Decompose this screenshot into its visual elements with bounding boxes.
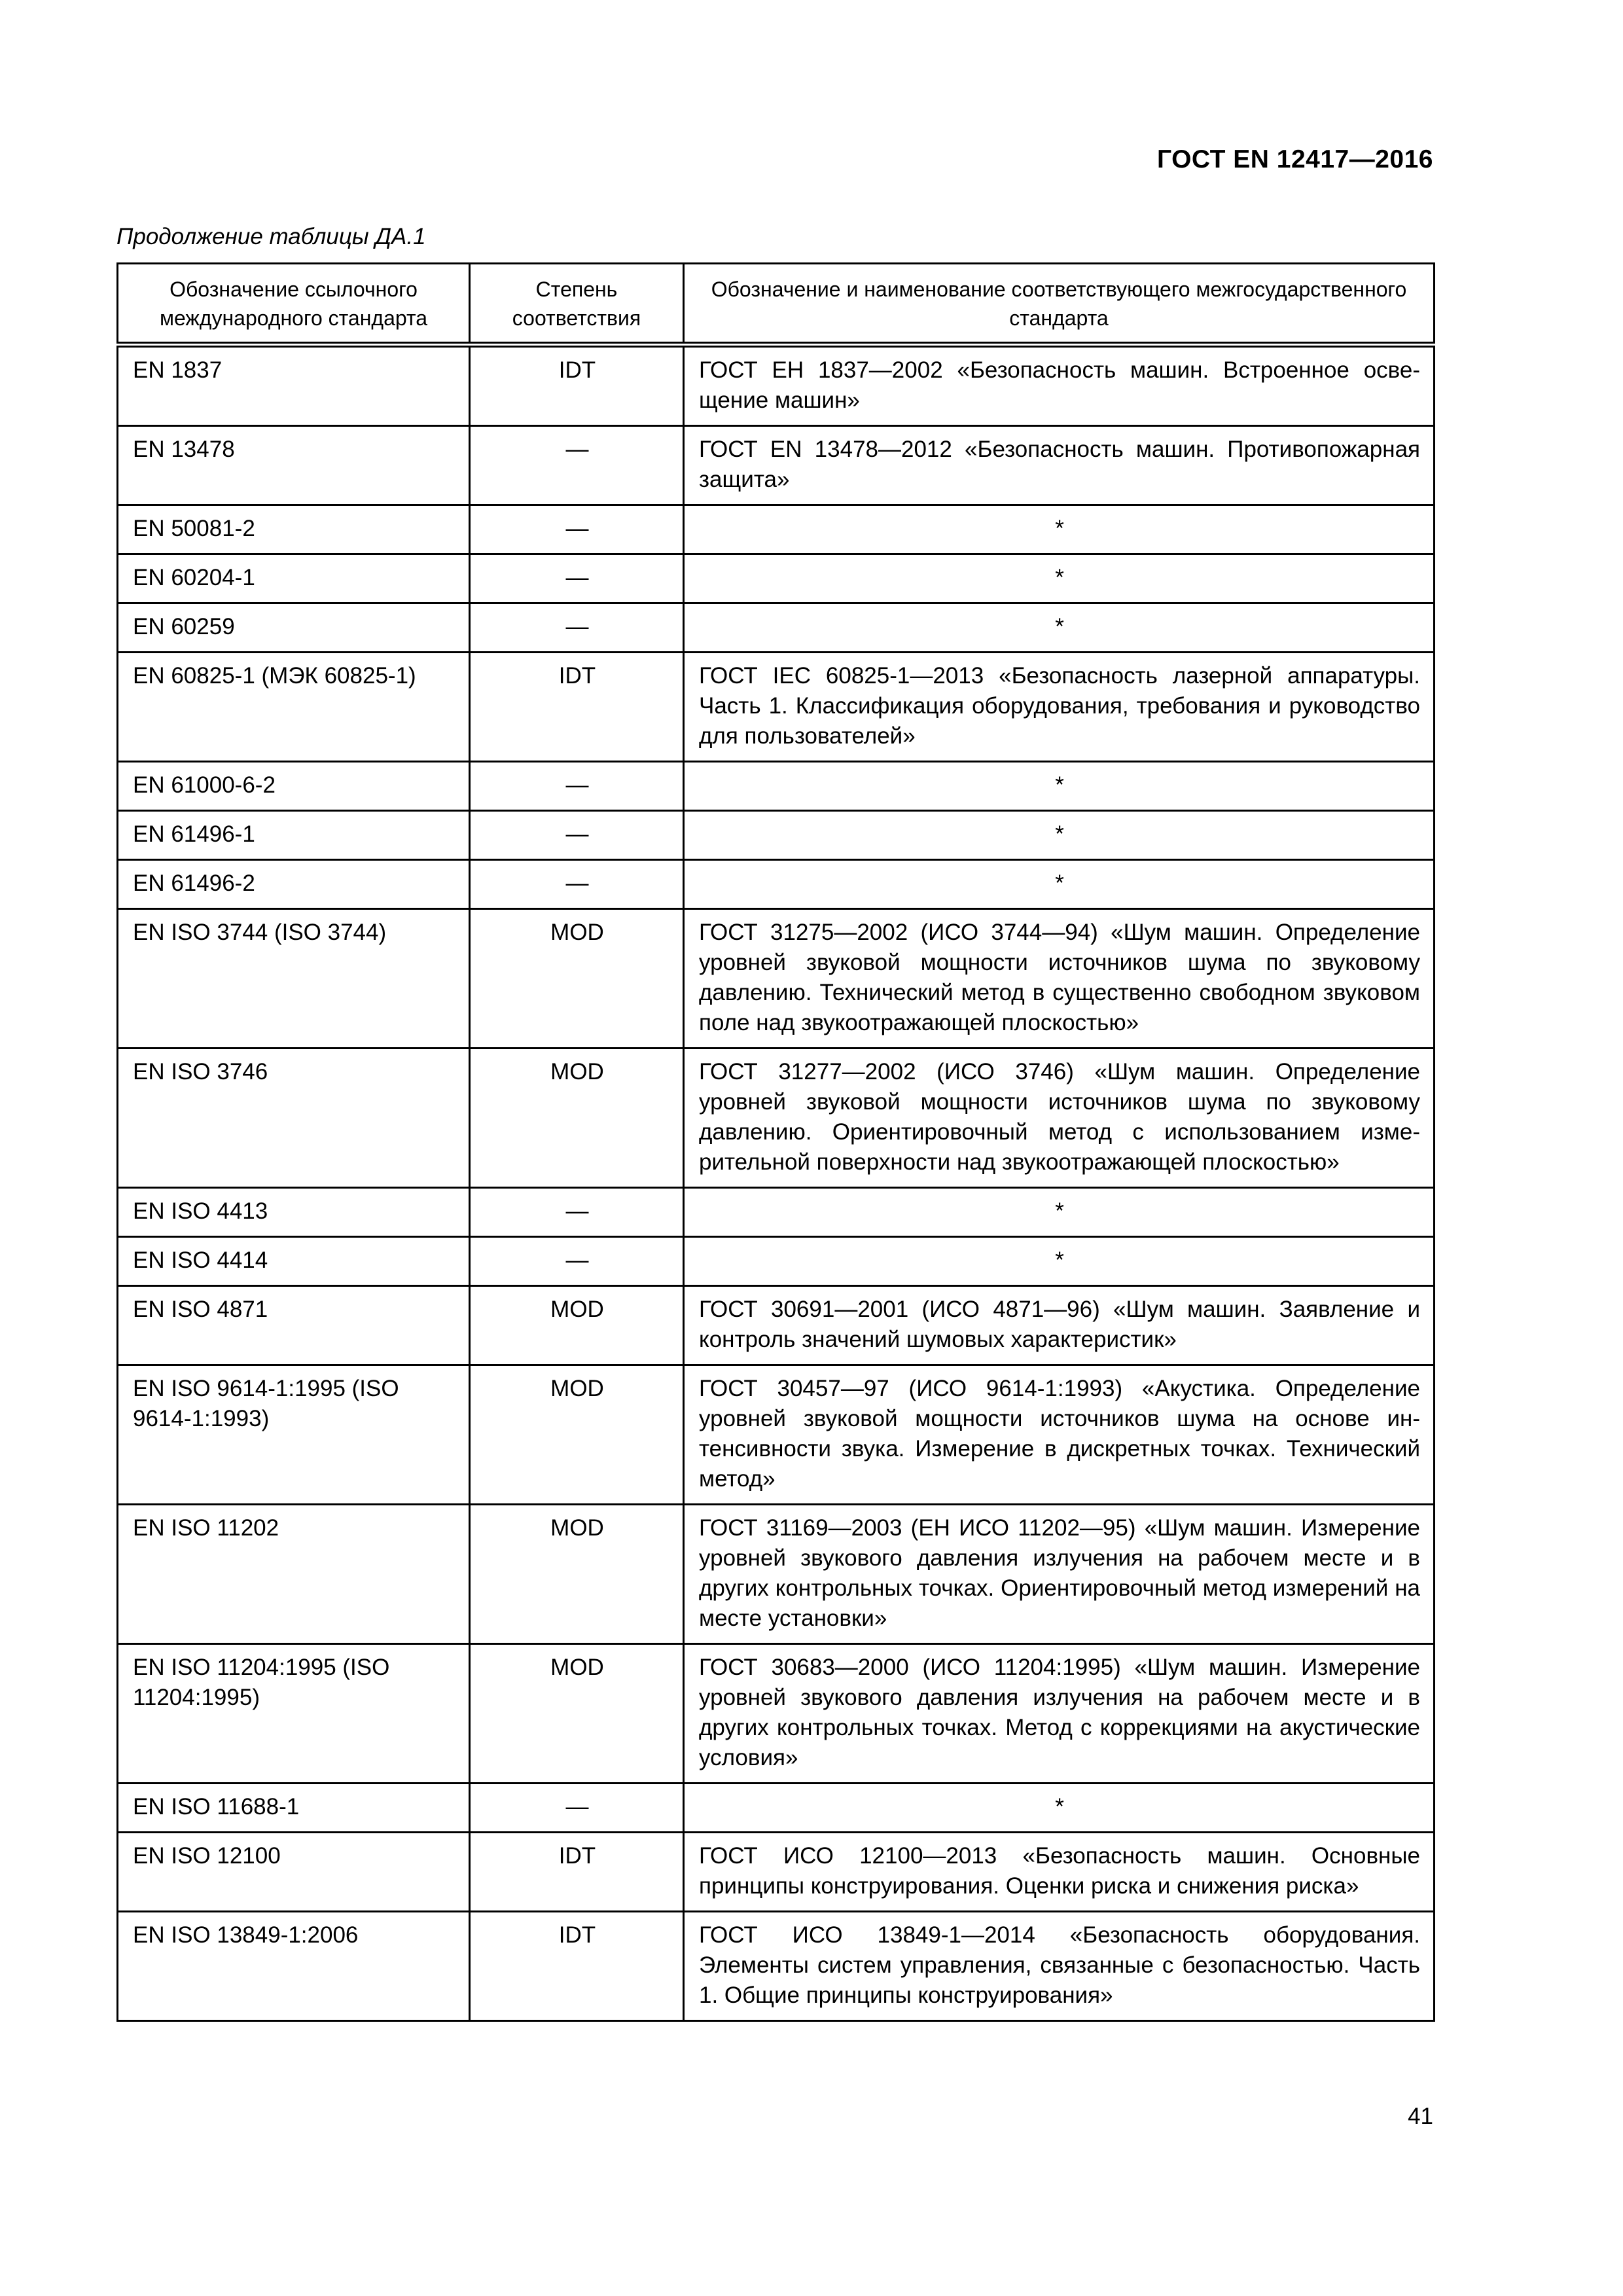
cell-degree: — bbox=[470, 426, 684, 505]
cell-title: * bbox=[684, 1237, 1435, 1286]
cell-title: ГОСТ ИСО 13849-1—2014 «Безопасность оборудования. Элементы систем управления, связанные с безопасностью. Часть 1. Общие принципы конструирования» bbox=[684, 1912, 1435, 2021]
cell-degree: IDT bbox=[470, 1833, 684, 1912]
cell-title: ГОСТ EN 13478—2012 «Безопасность машин. Противопожарная защита» bbox=[684, 426, 1435, 505]
cell-degree: MOD bbox=[470, 909, 684, 1049]
cell-title: * bbox=[684, 554, 1435, 603]
cell-title: * bbox=[684, 762, 1435, 811]
column-header-degree: Степень соответствия bbox=[470, 264, 684, 345]
table-row bbox=[118, 1644, 1435, 1784]
table-row bbox=[118, 1237, 1435, 1286]
cell-reference: EN 61496-1 bbox=[118, 811, 470, 860]
cell-title: ГОСТ 30457—97 (ИСО 9614-1:1993) «Акустика. Определение уровней звуковой мощности источников шума на основе интенсивности звука. Измерение в дискретных точках. Технический метод» bbox=[684, 1365, 1435, 1505]
cell-reference: EN ISO 4414 bbox=[118, 1237, 470, 1286]
cell-degree: — bbox=[470, 811, 684, 860]
cell-reference: EN 60204-1 bbox=[118, 554, 470, 603]
cell-reference: EN 50081-2 bbox=[118, 505, 470, 554]
cell-degree: — bbox=[470, 603, 684, 653]
cell-reference: EN ISO 4871 bbox=[118, 1286, 470, 1365]
correspondence-table bbox=[116, 262, 1433, 2022]
cell-degree: MOD bbox=[470, 1049, 684, 1188]
cell-reference: EN ISO 4413 bbox=[118, 1188, 470, 1237]
table-row bbox=[118, 762, 1435, 811]
cell-degree: IDT bbox=[470, 1912, 684, 2021]
cell-degree: — bbox=[470, 762, 684, 811]
cell-reference: EN ISO 13849-1:2006 bbox=[118, 1912, 470, 2021]
cell-degree: IDT bbox=[470, 653, 684, 762]
cell-reference: EN ISO 3746 bbox=[118, 1049, 470, 1188]
cell-reference: EN 60259 bbox=[118, 603, 470, 653]
table-row bbox=[118, 653, 1435, 762]
column-header-title: Обозначение и наименование соответствующего межгосударственного стандарта bbox=[684, 264, 1435, 345]
cell-degree: MOD bbox=[470, 1365, 684, 1505]
cell-reference: EN 1837 bbox=[118, 345, 470, 426]
table-row bbox=[118, 1286, 1435, 1365]
cell-title: * bbox=[684, 811, 1435, 860]
table-row bbox=[118, 1365, 1435, 1505]
table-row bbox=[118, 1784, 1435, 1833]
table-row bbox=[118, 603, 1435, 653]
cell-reference: EN 60825-1 (МЭК 60825-1) bbox=[118, 653, 470, 762]
cell-title: * bbox=[684, 505, 1435, 554]
cell-reference: EN ISO 11202 bbox=[118, 1505, 470, 1644]
cell-title: * bbox=[684, 860, 1435, 909]
cell-title: ГОСТ IEC 60825-1—2013 «Безопасность лазерной аппаратуры. Часть 1. Классификация оборудования, требования и руководство для пользователей» bbox=[684, 653, 1435, 762]
table-row bbox=[118, 1188, 1435, 1237]
cell-reference: EN 61000-6-2 bbox=[118, 762, 470, 811]
table-header-row bbox=[118, 264, 1435, 345]
table-caption: Продолжение таблицы ДА.1 bbox=[116, 224, 426, 249]
table-row bbox=[118, 554, 1435, 603]
cell-degree: — bbox=[470, 860, 684, 909]
cell-title: * bbox=[684, 1188, 1435, 1237]
cell-reference: EN 61496-2 bbox=[118, 860, 470, 909]
cell-title: ГОСТ 31277—2002 (ИСО 3746) «Шум машин. Определение уровней звуковой мощности источников шума по звуковому давлению. Ориентировочный метод с использованием измерительной поверхности над звукоотражающей плоскостью» bbox=[684, 1049, 1435, 1188]
cell-degree: IDT bbox=[470, 345, 684, 426]
cell-degree: — bbox=[470, 505, 684, 554]
cell-title: * bbox=[684, 1784, 1435, 1833]
cell-degree: MOD bbox=[470, 1644, 684, 1784]
cell-degree: — bbox=[470, 1188, 684, 1237]
table-row bbox=[118, 505, 1435, 554]
cell-reference: EN 13478 bbox=[118, 426, 470, 505]
cell-title: * bbox=[684, 603, 1435, 653]
cell-reference: EN ISO 12100 bbox=[118, 1833, 470, 1912]
cell-title: ГОСТ ИСО 12100—2013 «Безопасность машин. Основные принципы конструирования. Оценки риска и снижения риска» bbox=[684, 1833, 1435, 1912]
table-row bbox=[118, 860, 1435, 909]
table-row bbox=[118, 1049, 1435, 1188]
cell-title: ГОСТ ЕН 1837—2002 «Безопасность машин. Встроенное освещение машин» bbox=[684, 345, 1435, 426]
table-row bbox=[118, 1505, 1435, 1644]
cell-title: ГОСТ 30683—2000 (ИСО 11204:1995) «Шум машин. Измерение уровней звукового давления излучения на рабочем месте и в других контрольных точках. Метод с коррекциями на акустические условия» bbox=[684, 1644, 1435, 1784]
cell-title: ГОСТ 31169—2003 (ЕН ИСО 11202—95) «Шум машин. Измерение уровней звукового давления излучения на рабочем месте и в других контрольных точках. Ориентировочный метод измерений на месте установки» bbox=[684, 1505, 1435, 1644]
cell-reference: EN ISO 9614-1:1995 (ISO 9614-1:1993) bbox=[118, 1365, 470, 1505]
table-row bbox=[118, 1912, 1435, 2021]
cell-title: ГОСТ 31275—2002 (ИСО 3744—94) «Шум машин. Определение уровней звуковой мощности источников шума по звуковому давлению. Технический метод в существенно свободном звуковом поле над звукоотражающей плоскостью» bbox=[684, 909, 1435, 1049]
cell-degree: — bbox=[470, 554, 684, 603]
cell-degree: MOD bbox=[470, 1505, 684, 1644]
document-code: ГОСТ EN 12417—2016 bbox=[1156, 145, 1433, 173]
cell-reference: EN ISO 3744 (ISO 3744) bbox=[118, 909, 470, 1049]
cell-title: ГОСТ 30691—2001 (ИСО 4871—96) «Шум машин. Заявление и контроль значений шумовых характеристик» bbox=[684, 1286, 1435, 1365]
table-row bbox=[118, 1833, 1435, 1912]
cell-reference: EN ISO 11688-1 bbox=[118, 1784, 470, 1833]
page-number: 41 bbox=[1408, 2104, 1433, 2129]
table-row bbox=[118, 426, 1435, 505]
cell-reference: EN ISO 11204:1995 (ISO 11204:1995) bbox=[118, 1644, 470, 1784]
table-row bbox=[118, 345, 1435, 426]
table-row bbox=[118, 909, 1435, 1049]
table-row bbox=[118, 811, 1435, 860]
cell-degree: — bbox=[470, 1237, 684, 1286]
column-header-reference: Обозначение ссылочного международного стандарта bbox=[118, 264, 470, 345]
cell-degree: MOD bbox=[470, 1286, 684, 1365]
cell-degree: — bbox=[470, 1784, 684, 1833]
